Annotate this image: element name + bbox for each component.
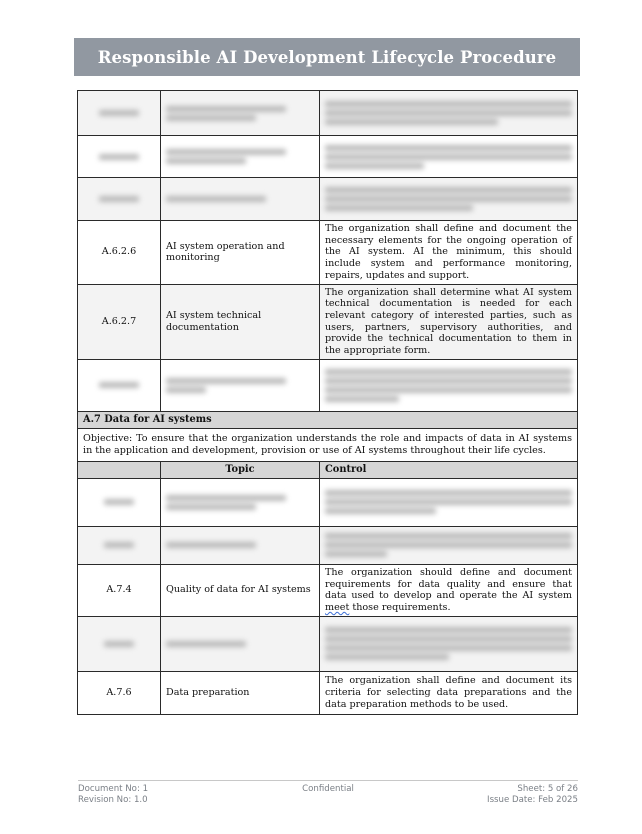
redacted-cell [78,359,161,411]
control-id: A.7.4 [78,564,161,616]
table-row [78,284,578,359]
grammar-flagged-word: meet [325,601,350,613]
redacted-row [78,178,578,221]
redacted-cell [320,91,578,136]
footer-confidential: Confidential [302,784,354,794]
table-row [78,221,578,285]
redacted-cell [161,359,320,411]
control-id: A.7.6 [78,671,161,714]
redacted-cell [161,178,320,221]
controls-table [77,90,578,715]
redacted-row [78,359,578,411]
control-text: The organization shall define and document its criteria for selecting data preparations and the data preparation methods to be used. [320,671,578,714]
control-text [320,564,578,616]
control-topic: AI system technical documentation [161,284,320,359]
redacted-cell [320,136,578,178]
redacted-cell [161,616,320,671]
footer-document-number: Document No: 1 [78,784,149,794]
footer-issue-date: Issue Date: Feb 2025 [487,794,578,805]
redacted-cell [78,616,161,671]
column-header-id [78,461,161,478]
redacted-cell [320,359,578,411]
control-text: The organization shall determine what AI system technical documentation is needed for each relevant category of interested parties, such as users, partners, supervisory authorities, and provide the technical documentation to them in the appropriate form. [320,284,578,359]
table-row [78,671,578,714]
table-header-row [78,461,578,478]
control-topic: Data preparation [161,671,320,714]
redacted-row [78,526,578,564]
redacted-cell [78,178,161,221]
table-row [78,564,578,616]
control-text-part: those requirements. [349,601,451,613]
control-id: A.6.2.7 [78,284,161,359]
page-footer [78,780,578,805]
redacted-cell [78,91,161,136]
control-topic: AI system operation and monitoring [161,221,320,285]
redacted-cell [320,478,578,526]
objective-row [78,428,578,461]
footer-revision-number: Revision No: 1.0 [78,794,148,805]
control-text-part: The organization should define and document requirements for data quality and ensure that data used to develop and operate the AI system [325,566,572,602]
footer-sheet-number: Sheet: 5 of 26 [517,784,578,794]
column-header-control: Control [320,461,578,478]
redacted-cell [78,136,161,178]
redacted-cell [320,526,578,564]
document-title-banner [74,38,580,76]
redacted-row [78,478,578,526]
redacted-cell [78,478,161,526]
document-title: Responsible AI Development Lifecycle Procedure [97,47,557,67]
column-header-topic: Topic [161,461,320,478]
redacted-row [78,136,578,178]
redacted-cell [161,526,320,564]
redacted-cell [78,526,161,564]
section-heading: A.7 Data for AI systems [78,411,578,428]
redacted-cell [161,91,320,136]
control-id: A.6.2.6 [78,221,161,285]
control-text: The organization shall define and document the necessary elements for the ongoing operation of the AI system. AI the minimum, this should include system and performance monitoring, repairs, updates and support. [320,221,578,285]
redacted-cell [161,136,320,178]
redacted-row [78,91,578,136]
redacted-cell [320,178,578,221]
control-topic: Quality of data for AI systems [161,564,320,616]
section-heading-row [78,411,578,428]
redacted-cell [320,616,578,671]
section-objective: Objective: To ensure that the organization understands the role and impacts of data in AI systems in the application and development, provision or use of AI systems throughout their life cycles. [78,428,578,461]
redacted-cell [161,478,320,526]
redacted-row [78,616,578,671]
